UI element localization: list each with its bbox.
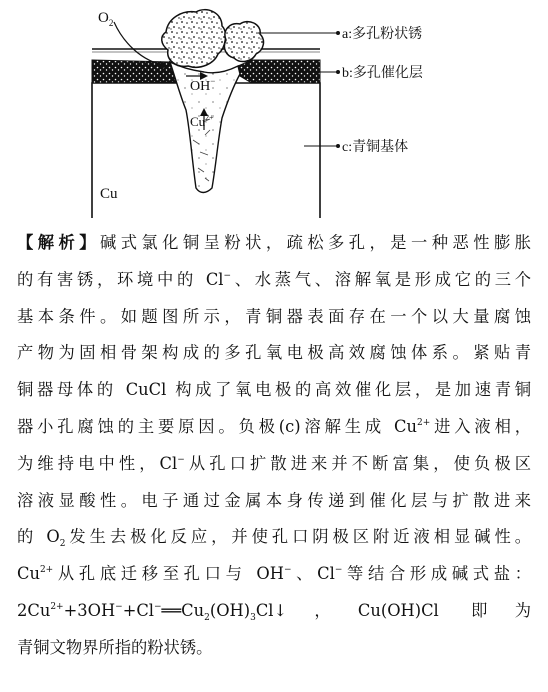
corrosion-diagram xyxy=(0,0,548,218)
text-line-6-b: 进入液相， xyxy=(430,416,531,436)
callout-b-label: b:多孔催化层 xyxy=(342,66,423,81)
o2-label: $O_2$ xyxy=(98,10,114,28)
text-line-11-sup2: − xyxy=(115,601,123,612)
analysis-heading: 【解析】 xyxy=(17,233,100,252)
text-line-9 xyxy=(17,519,531,556)
oh-label: OH− xyxy=(190,76,216,94)
o2-arrow xyxy=(114,22,168,66)
text-line-10 xyxy=(17,556,531,593)
text-line-9-sub: 2 xyxy=(59,539,66,550)
callout-a-label: a:多孔粉状锈 xyxy=(342,27,423,42)
text-line-12: 青铜文物界所指的粉状锈。 xyxy=(17,637,213,657)
text-line-11-c: +Cl xyxy=(122,600,154,620)
text-line-6 xyxy=(17,409,531,446)
callout-b-dot xyxy=(336,70,340,74)
text-line-11-d: ══Cu xyxy=(161,600,205,620)
text-line-2-b: 、水蒸气、溶解氧是形成它的三个 xyxy=(231,269,531,289)
text-line-11-sub2: 3 xyxy=(250,612,256,623)
cu2-label: $Cu^{2+}$ xyxy=(190,113,214,129)
text-line-4: 产物为固相骨架构成的多孔氧电极高效腐蚀体系。紧贴青 xyxy=(17,343,531,363)
text-line-10-d: 等结合形成碱式盐： xyxy=(342,564,531,584)
text-line-11-a: 2Cu xyxy=(17,600,51,620)
text-line-1-body: 碱式氯化铜呈粉状，疏松多孔，是一种恶性膨胀 xyxy=(99,233,531,252)
text-line-5: 铜器母体的 CuCl 构成了氧电极的高效催化层，是加速青铜 xyxy=(17,380,531,400)
text-line-11-e: (OH) xyxy=(209,600,251,620)
text-line-10-c: 、Cl xyxy=(291,564,335,584)
text-line-2 xyxy=(17,262,531,299)
text-line-9-a: 的 O xyxy=(17,527,60,547)
corrosion-diagram-svg xyxy=(0,0,548,218)
text-line-11-sub1: 2 xyxy=(204,612,210,623)
text-line-3: 基本条件。如题图所示，青铜器表面存在一个以大量腐蚀 xyxy=(17,306,531,326)
text-line-6-sup: 2+ xyxy=(417,417,431,428)
text-line-10-sup1: 2+ xyxy=(39,565,54,576)
text-line-11-f: Cl↓，Cu(OH)Cl 即为 xyxy=(255,600,531,620)
text-line-8: 溶液显酸性。电子通过金属本身传递到催化层与扩散进来 xyxy=(17,490,531,510)
text-line-7-a: 为维持电中性，Cl xyxy=(17,453,178,473)
analysis-text xyxy=(17,225,531,667)
text-line-2-sup: − xyxy=(223,270,232,281)
text-line-11-b: +3OH xyxy=(63,600,116,620)
text-line-6-a: 器小孔腐蚀的主要原因。负极(c)溶解生成 Cu xyxy=(17,416,418,436)
text-line-2-a: 的有害锈，环境中的 Cl xyxy=(17,269,224,289)
text-line-7 xyxy=(17,446,531,483)
callout-c-dot xyxy=(336,144,340,148)
text-line-10-a: Cu xyxy=(17,564,40,584)
text-line-10-b: 从孔底迁移至孔口与 OH xyxy=(53,564,284,584)
text-line-1 xyxy=(17,225,531,262)
cu-label: Cu xyxy=(100,186,118,202)
text-line-11 xyxy=(17,593,531,630)
callout-c-label: c:青铜基体 xyxy=(342,140,409,155)
text-line-11-sup1: 2+ xyxy=(50,601,64,612)
callout-a-dot xyxy=(336,31,340,35)
text-line-9-b: 发生去极化反应，并使孔口阴极区附近液相显碱性。 xyxy=(65,527,531,547)
text-line-7-b: 从孔口扩散进来并不断富集，使负极区 xyxy=(184,453,531,473)
text-line-10-sup3: − xyxy=(334,565,343,576)
porous-rust-blob-right xyxy=(224,22,263,62)
text-line-11-sup3: − xyxy=(154,601,162,612)
text-line-10-sup2: − xyxy=(283,565,292,576)
text-line-7-sup: − xyxy=(177,454,185,465)
porous-rust-blob-left xyxy=(162,10,226,68)
